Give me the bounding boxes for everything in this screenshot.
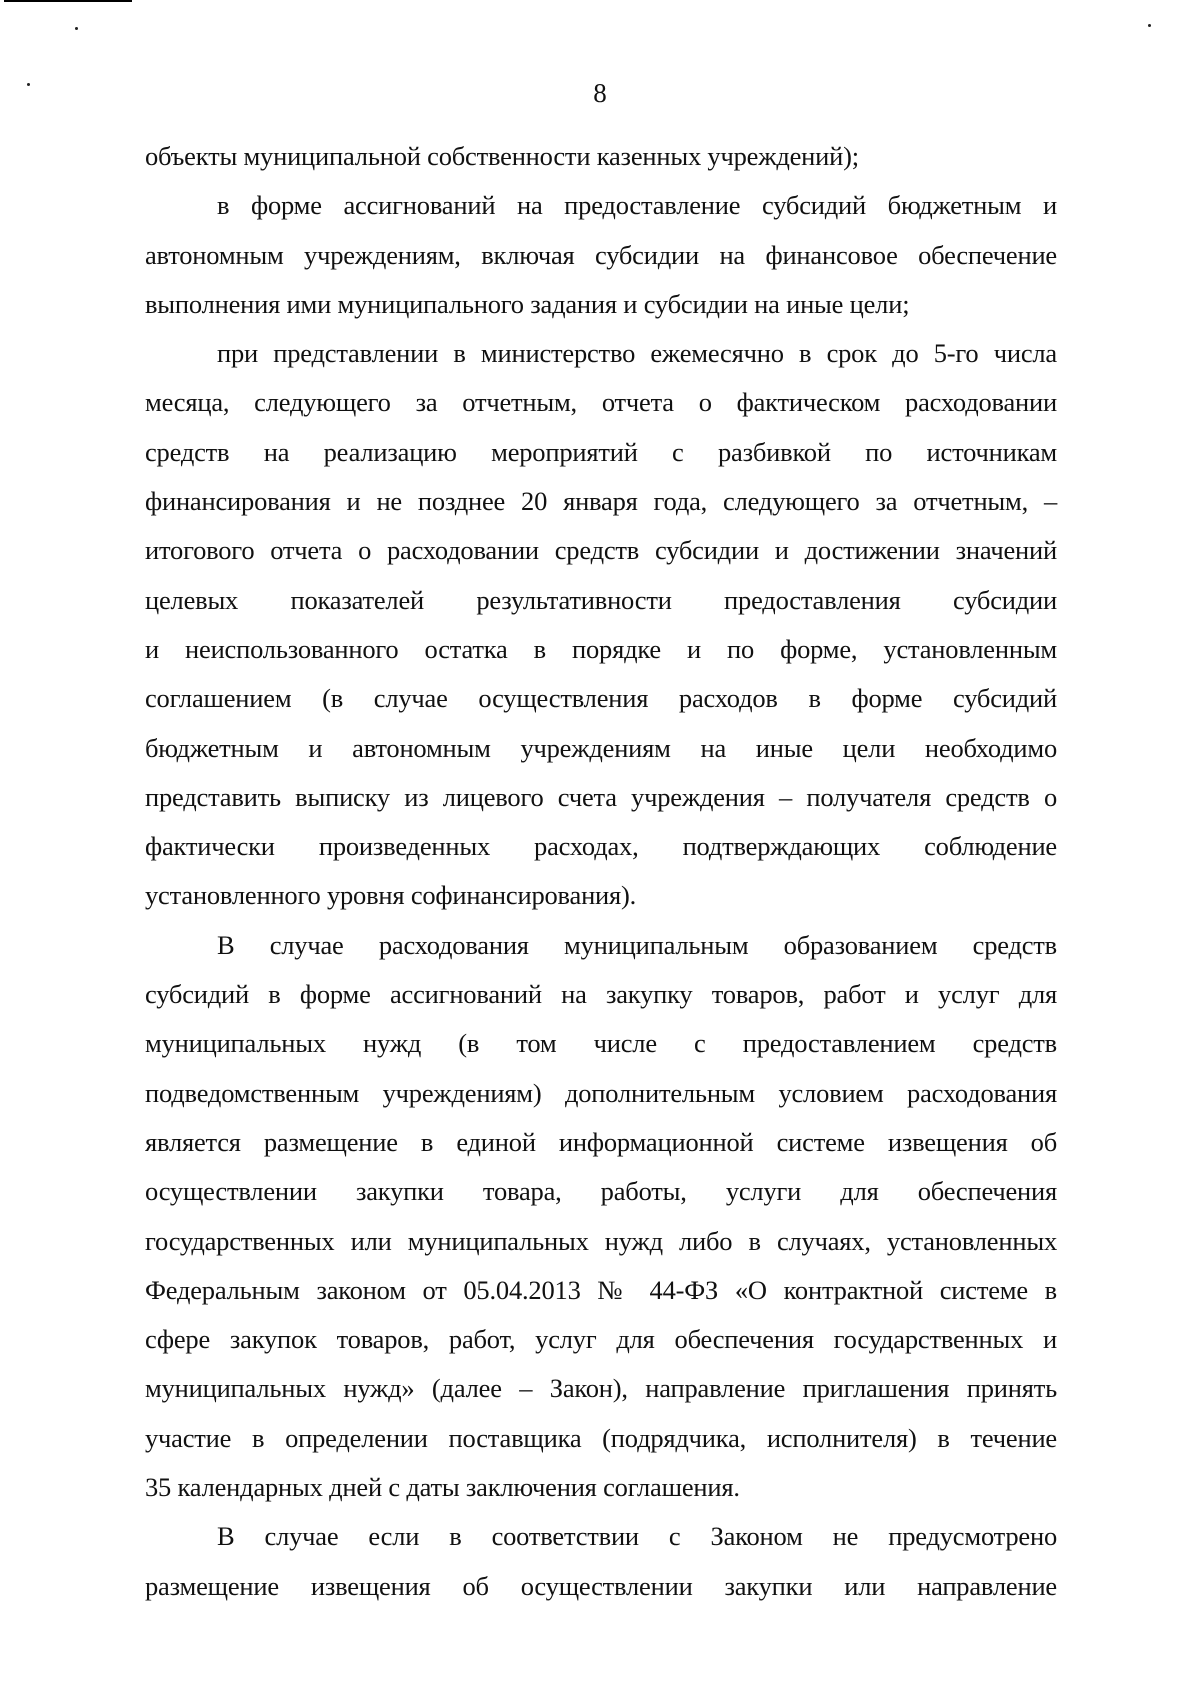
text-line: при представлении в министерство ежемесячно в срок до 5-го числа: [217, 338, 1057, 369]
text-line: представить выписку из лицевого счета учреждения – получателя средств о: [145, 781, 1057, 812]
document-body: [145, 132, 1057, 1611]
text-line: итогового отчета о расходовании средств субсидии и достижении значений: [145, 535, 1057, 566]
scan-speck: [75, 27, 78, 30]
text-line: муниципальных нужд (в том числе с предоставлением средств: [145, 1028, 1057, 1059]
text-line: целевых показателей результативности предоставления субсидии: [145, 584, 1057, 615]
text-line: сфере закупок товаров, работ, услуг для обеспечения государственных и: [145, 1324, 1057, 1355]
text-line: выполнения ими муниципального задания и субсидии на иные цели;: [145, 288, 910, 319]
text-line: государственных или муниципальных нужд либо в случаях, установленных: [145, 1225, 1057, 1256]
page-number: 8: [593, 78, 607, 108]
text-line: соглашением (в случае осуществления расходов в форме субсидий: [145, 683, 1057, 714]
text-line: 35 календарных дней с даты заключения соглашения.: [145, 1472, 740, 1503]
text-line: подведомственным учреждениям) дополнительным условием расходования: [145, 1077, 1057, 1108]
text-line: муниципальных нужд» (далее – Закон), направление приглашения принять: [145, 1373, 1057, 1404]
text-line: является размещение в единой информационной системе извещения об: [145, 1126, 1057, 1157]
text-line: осуществлении закупки товара, работы, услуги для обеспечения: [145, 1176, 1057, 1207]
text-line: автономным учреждениям, включая субсидии на финансовое обеспечение: [145, 239, 1057, 270]
text-line: объекты муниципальной собственности казенных учреждений);: [145, 141, 859, 171]
text-line: бюджетным и автономным учреждениям на иные цели необходимо: [145, 732, 1057, 763]
text-line: средств на реализацию мероприятий с разбивкой по источникам: [145, 436, 1057, 467]
text-line: В случае расходования муниципальным образованием средств: [217, 929, 1057, 960]
text-line: установленного уровня софинансирования).: [145, 880, 637, 911]
scan-border-line: [4, 0, 132, 2]
text-line: финансирования и не позднее 20 января года, следующего за отчетным, –: [145, 486, 1057, 517]
text-line: В случае если в соответствии с Законом не предусмотрено: [217, 1521, 1057, 1552]
text-line: размещение извещения об осуществлении закупки или направление: [145, 1570, 1057, 1601]
scan-speck: [1148, 24, 1151, 27]
text-line: Федеральным законом от 05.04.2013 № 44-ФЗ «О контрактной системе в: [145, 1274, 1057, 1305]
text-line: в форме ассигнований на предоставление субсидий бюджетным и: [217, 190, 1057, 221]
text-line: субсидий в форме ассигнований на закупку товаров, работ и услуг для: [145, 979, 1057, 1010]
text-line: месяца, следующего за отчетным, отчета о фактическом расходовании: [145, 387, 1057, 418]
text-line: фактически произведенных расходах, подтверждающих соблюдение: [145, 831, 1057, 862]
text-line: участие в определении поставщика (подрядчика, исполнителя) в течение: [145, 1422, 1057, 1453]
text-line: и неиспользованного остатка в порядке и по форме, установленным: [145, 633, 1057, 664]
